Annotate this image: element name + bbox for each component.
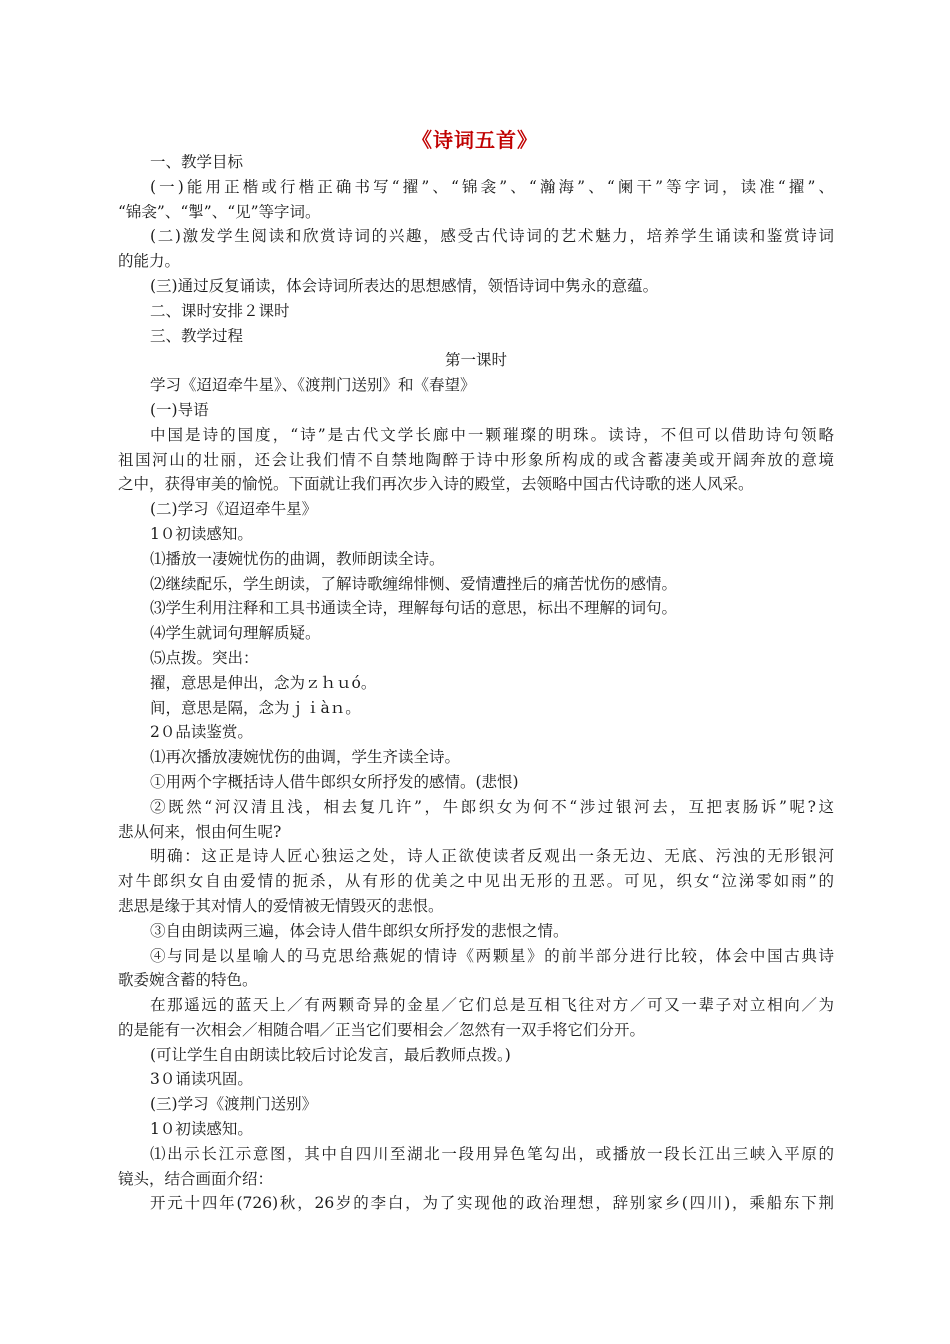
list-item: ⑴播放一凄婉忧伤的曲调，教师朗读全诗。 <box>150 549 445 568</box>
subsection-heading: (三)学习《渡荆门送别》 <box>150 1095 318 1114</box>
list-item: ④与同是以星喻人的马克思给燕妮的情诗《两颗星》的前半部分进行比较，体会中国古典诗 <box>150 946 834 965</box>
list-item: ③自由朗读两三遍，体会诗人借牛郎织女所抒发的悲恨之情。 <box>150 921 569 940</box>
paragraph-line: 悲从何来，恨由何生呢? <box>118 822 282 841</box>
poem-line: 的是能有一次相会／相随合唱／正当它们要相会／忽然有一双手将它们分开。 <box>118 1020 646 1039</box>
paragraph-line: (一)能用正楷或行楷正确书写“擢”、“锦衾”、“瀚海”、“阑干”等字词，读准“擢”、 <box>150 177 834 196</box>
paragraph-line: 祖国河山的壮丽，还会让我们情不自禁地陶醉于诗中形象所构成的或含蓄凄美或开阔奔放的意境 <box>118 450 834 469</box>
step-heading: 1０初读感知。 <box>150 1120 253 1139</box>
subsection-heading: (一)导语 <box>150 400 209 419</box>
paragraph-line: 的能力。 <box>118 252 181 271</box>
list-item: ⑶学生利用注释和工具书通读全诗，理解每句话的意思，标出不理解的词句。 <box>150 599 678 618</box>
paragraph-line: 镜头，结合画面介绍： <box>118 1169 274 1188</box>
paragraph-line: 悲思是缘于其对情人的爱情被无情毁灭的悲恨。 <box>118 896 444 915</box>
paragraph-line: 明确：这正是诗人匠心独运之处，诗人正欲使读者反观出一条无边、无底、污浊的无形银河 <box>150 847 834 866</box>
document-title: 《诗词五首》 <box>412 128 538 152</box>
list-item: ①用两个字概括诗人借牛郎织女所抒发的感情。(悲恨) <box>150 772 519 791</box>
paragraph-line: (可让学生自由朗读比较后讨论发言，最后教师点拨。) <box>150 1045 511 1064</box>
paragraph-line: 开元十四年(726)秋，26岁的李白，为了实现他的政治理想，辞别家乡(四川)，乘船东下荆 <box>150 1194 834 1213</box>
paragraph-line: (二)激发学生阅读和欣赏诗词的兴趣，感受古代诗词的艺术魅力，培养学生诵读和鉴赏诗词 <box>150 227 834 246</box>
list-item: ⑴出示长江示意图，其中自四川至湖北一段用异色笔勾出，或播放一段长江出三峡入平原的 <box>150 1144 834 1163</box>
section-heading-process: 三、教学过程 <box>150 326 244 345</box>
paragraph-line: (三)通过反复诵读，体会诗词所表达的思想感情，领悟诗词中隽永的意蕴。 <box>150 276 659 295</box>
step-heading: 2０品读鉴赏。 <box>150 723 253 742</box>
paragraph-line: 学习《迢迢牵牛星》、《渡荆门送别》和《春望》 <box>150 376 476 395</box>
list-item: ⑴再次播放凄婉忧伤的曲调，学生齐读全诗。 <box>150 748 461 767</box>
subsection-heading: (二)学习《迢迢牵牛星》 <box>150 500 318 519</box>
paragraph-line: 对牛郎织女自由爱情的扼杀，从有形的优美之中见出无形的丑恶。可见，织女“泣涕零如雨”的 <box>118 872 834 891</box>
section-heading-objectives: 一、教学目标 <box>150 153 244 171</box>
paragraph-line: “锦衾”、“掣”、“见”等字词。 <box>118 202 321 221</box>
paragraph-line: 之中，获得审美的愉悦。下面就让我们再次步入诗的殿堂，去领略中国古代诗歌的迷人风采。 <box>118 475 754 494</box>
list-item: ②既然“河汉清且浅，相去复几许”，牛郎织女为何不“涉过银河去，互把衷肠诉”呢?这 <box>150 797 834 816</box>
paragraph-line: 间，意思是隔，念为ｊｉàｎ。 <box>150 698 361 717</box>
section-heading-schedule: 二、课时安排２课时 <box>150 301 290 320</box>
poem-line: 在那遥远的蓝天上／有两颗奇异的金星／它们总是互相飞往对方／可又一辈子对立相向／为 <box>150 996 834 1015</box>
step-heading: 1０初读感知。 <box>150 524 253 543</box>
paragraph-line: 中国是诗的国度，“诗”是古代文学长廊中一颗璀璨的明珠。读诗，不但可以借助诗句领略 <box>150 425 834 444</box>
list-item: ⑷学生就词句理解质疑。 <box>150 624 321 643</box>
paragraph-line: 歌委婉含蓄的特色。 <box>118 971 258 990</box>
list-item: ⑸点拨。突出： <box>150 648 259 667</box>
step-heading: 3０诵读巩固。 <box>150 1070 253 1089</box>
list-item: ⑵继续配乐，学生朗读，了解诗歌缠绵悱恻、爱情遭挫后的痛苦忧伤的感情。 <box>150 574 678 593</box>
lesson-heading: 第一课时 <box>444 351 507 370</box>
document-body <box>118 150 834 1216</box>
paragraph-line: 擢，意思是伸出，念为ｚｈｕó。 <box>150 673 377 692</box>
